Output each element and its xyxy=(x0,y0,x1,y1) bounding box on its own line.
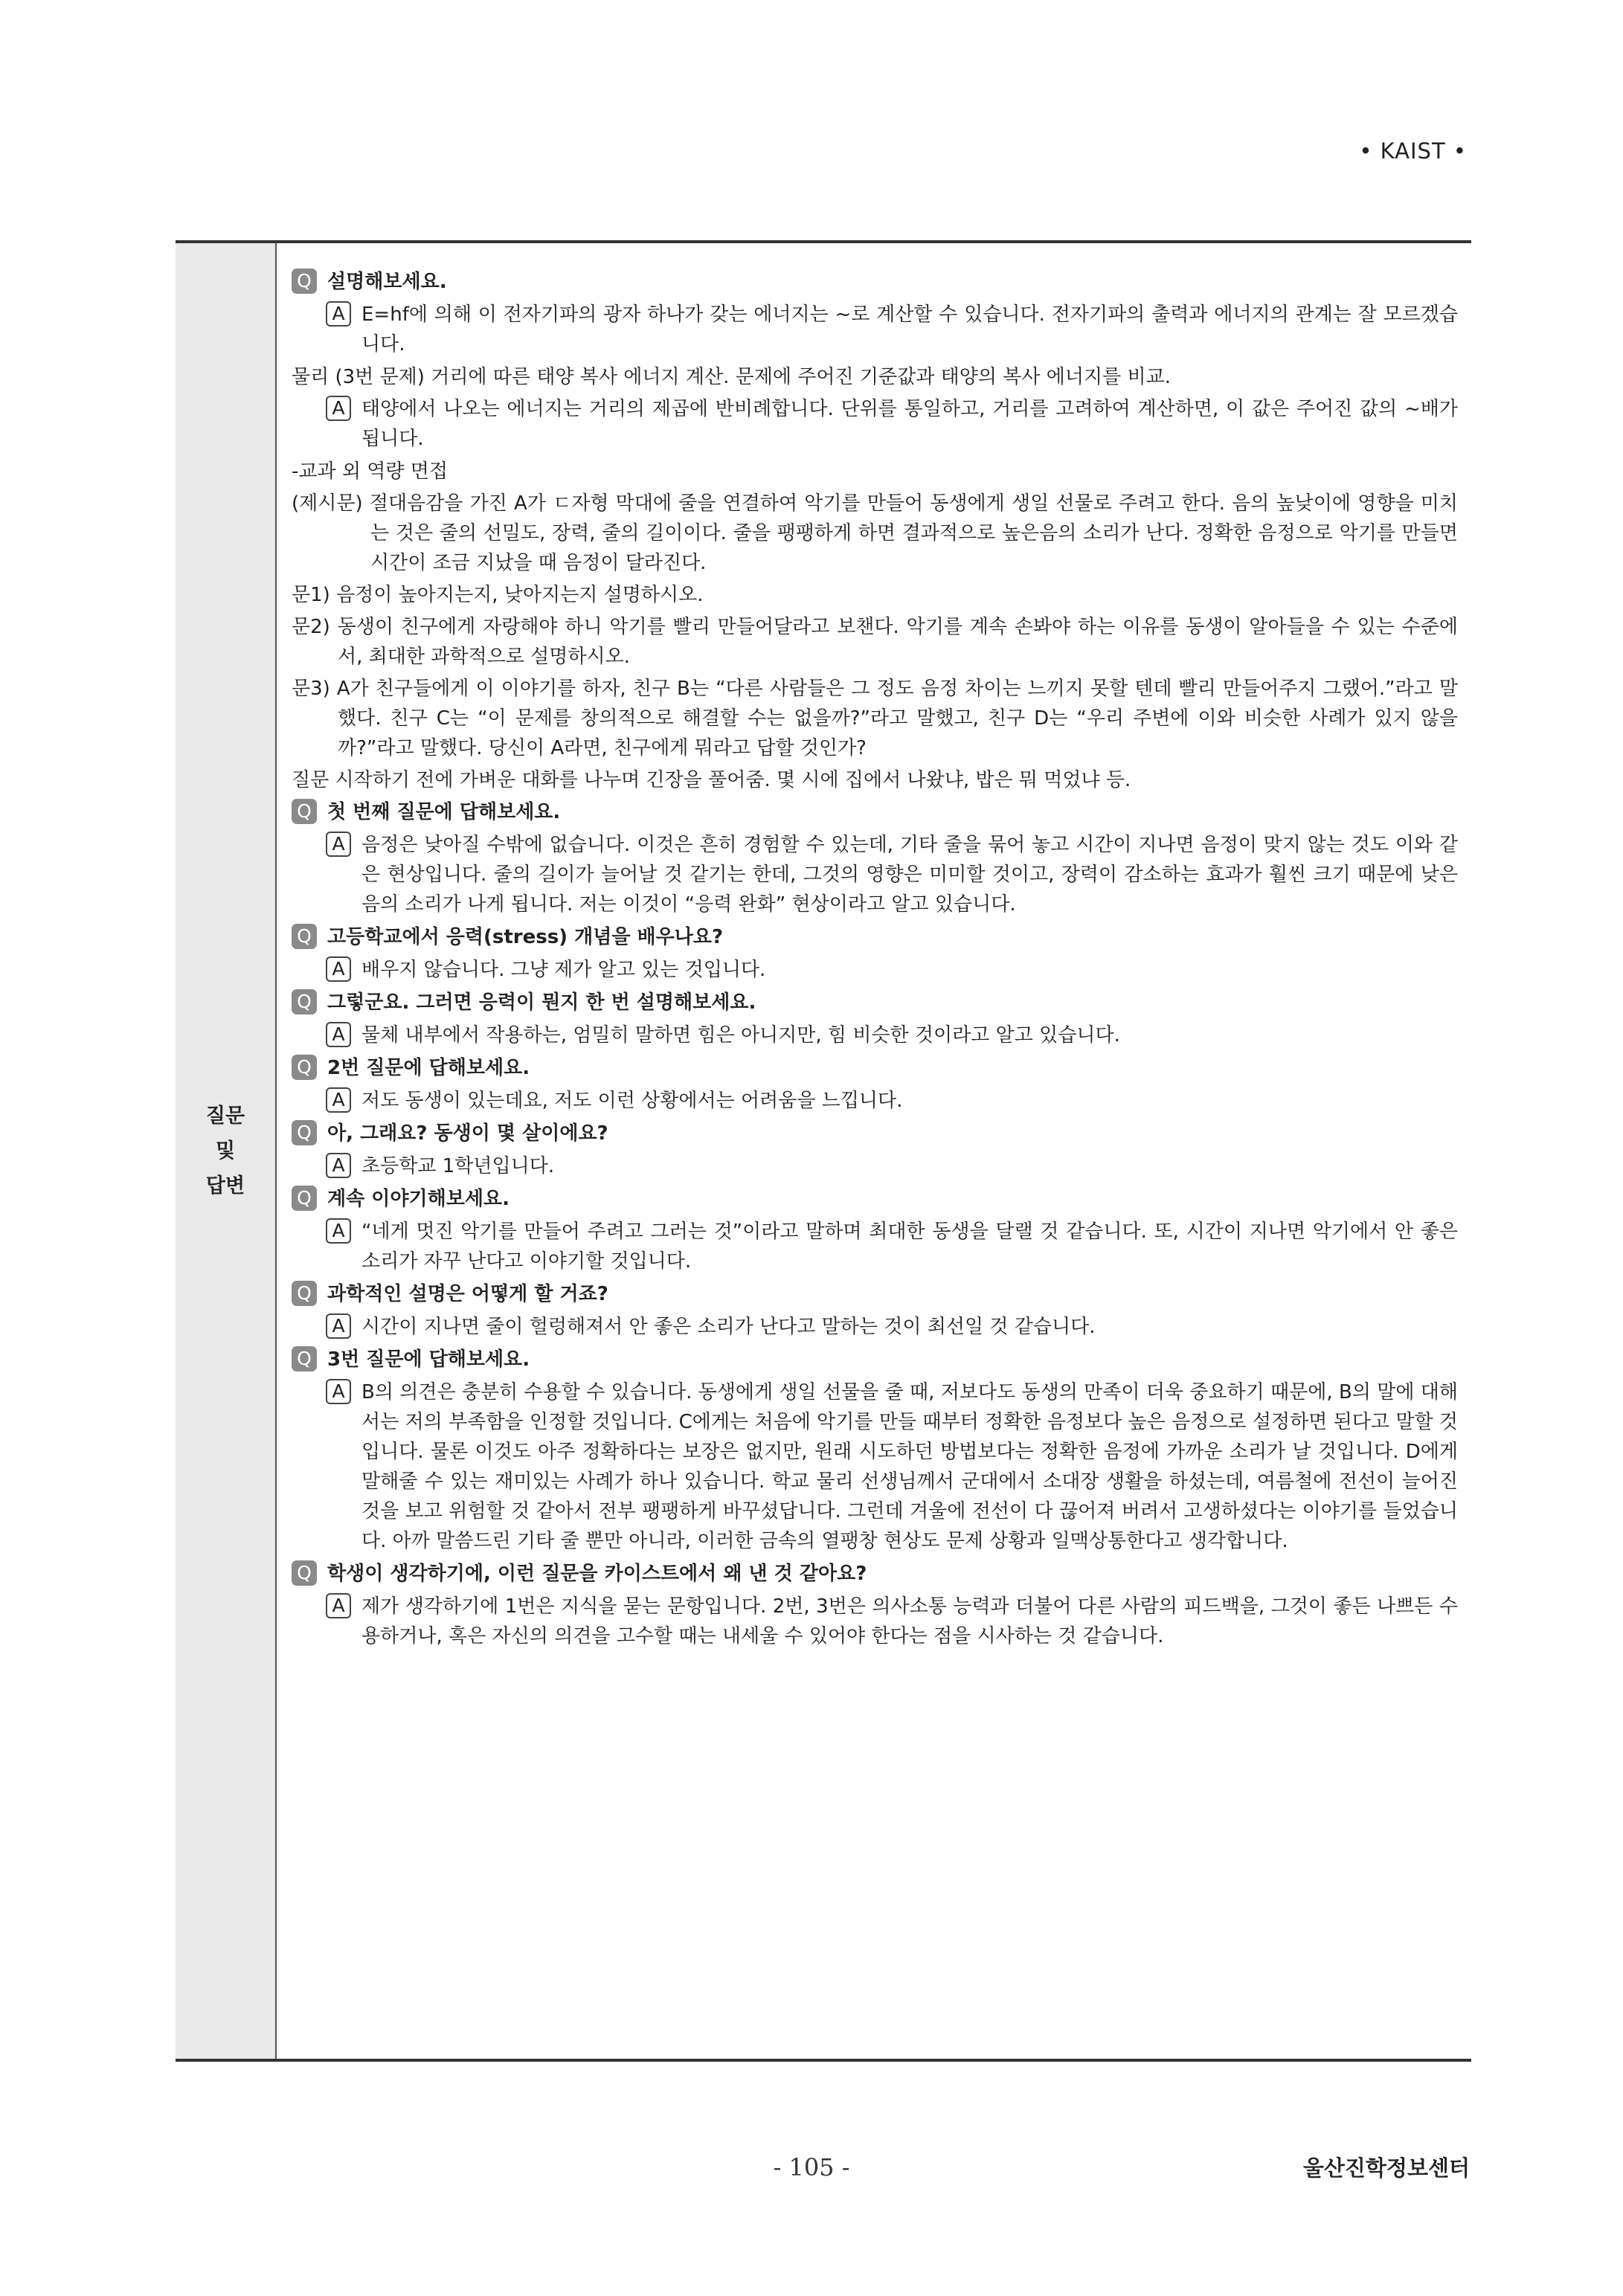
question-marker-icon: Q xyxy=(292,1120,317,1145)
qa-table xyxy=(176,240,1471,2062)
question-text: 고등학교에서 응력(stress) 개념을 배우나요? xyxy=(327,926,724,948)
note-paragraph: 물리 (3번 문제) 거리에 따른 태양 복사 에너지 계산. 문제에 주어진 기준값과 태양의 복사 에너지를 비교. xyxy=(292,366,1171,388)
answer-text: “네게 멋진 악기를 만들어 주려고 그러는 것”이라고 말하며 최대한 동생을 달랠 것 같습니다. 또, 시간이 지나면 악기에서 안 좋은 소리가 자꾸 난다고 이야기할 것입니다. xyxy=(361,1221,1458,1273)
question-text: 설명해보세요. xyxy=(327,271,447,293)
answer-text: E=hf에 의해 이 전자기파의 광자 하나가 갖는 에너지는 ~로 계산할 수 있습니다. 전자기파의 출력과 에너지의 관계는 잘 모르겠습니다. xyxy=(361,303,1458,356)
answer-marker-icon: A xyxy=(326,1218,351,1244)
answer-marker-icon: A xyxy=(326,301,351,327)
question-row xyxy=(292,922,1458,952)
page-number: - 105 - xyxy=(773,2153,850,2181)
answer-row xyxy=(292,1086,1458,1116)
question-marker-icon: Q xyxy=(292,1281,317,1306)
answer-row xyxy=(292,1592,1458,1651)
footer-organization: 울산진학정보센터 xyxy=(1302,2155,1470,2181)
answer-text: 저도 동생이 있는데요, 저도 이런 상황에서는 어려움을 느낍니다. xyxy=(361,1090,903,1112)
question-row xyxy=(292,1184,1458,1214)
question-row xyxy=(292,1279,1458,1309)
answer-text: 음정은 낮아질 수밖에 없습니다. 이것은 흔히 경험할 수 있는데, 기타 줄을 묶어 놓고 시간이 지나면 음정이 맞지 않는 것도 이와 같은 현상입니다. 줄의 길이가 늘어날 것 같기는 한데, 그것의 영향은 미미할 것이고, 장력이 감소하는 효과가 훨씬 크기 때문에 낮은음의 소리가 나게 됩니다. 저는 이것이 “응력 완화” 현상이라고 알고 있습니다. xyxy=(361,834,1458,916)
question-text: 2번 질문에 답해보세요. xyxy=(327,1057,530,1079)
question-marker-icon: Q xyxy=(292,1186,317,1211)
question-marker-icon: Q xyxy=(292,1346,317,1372)
answer-marker-icon: A xyxy=(326,1153,351,1178)
answer-row xyxy=(292,955,1458,985)
header-tag: • KAIST • xyxy=(1359,138,1467,164)
question-row xyxy=(292,988,1458,1017)
question-text: 그렇군요. 그러면 응력이 뭔지 한 번 설명해보세요. xyxy=(327,991,756,1014)
question-marker-icon: Q xyxy=(292,1560,317,1586)
question-text: 학생이 생각하기에, 이런 질문을 카이스트에서 왜 낸 것 같아요? xyxy=(327,1563,867,1585)
answer-row xyxy=(292,1217,1458,1276)
answer-marker-icon: A xyxy=(326,956,351,982)
question-text: 아, 그래요? 동생이 몇 살이에요? xyxy=(327,1122,608,1145)
section-label-cell xyxy=(176,243,277,2059)
answer-text: B의 의견은 충분히 수용할 수 있습니다. 동생에게 생일 선물을 줄 때, 저보다도 동생의 만족이 더욱 중요하기 때문에, B의 말에 대해서는 저의 부족함을 인정할 것입니다. C에게는 처음에 악기를 만들 때부터 정확한 음정보다 높은 음정으로 설정하면 된다고 말할 것입니다. 물론 이것도 아주 정확하다는 보장은 없지만, 원래 시도하던 방법보다는 정확한 음정에 가까운 소리가 날 것입니다. D에게 말해줄 수 있는 재미있는 사례가 하나 있습니다. 학교 물리 선생님께서 군대에서 소대장 생활을 하셨는데, 여름철에 전선이 늘어진 것을 보고 위험할 것 같아서 전부 팽팽하게 바꾸셨답니다. 그런데 겨울에 전선이 다 끊어져 버려서 고생하셨다는 이야기를 들었습니다. 아까 말씀드린 기타 줄 뿐만 아니라, 이러한 금속의 열팽창 현상도 문제 상황과 일맥상통한다고 생각합니다. xyxy=(361,1381,1458,1552)
question-marker-icon: Q xyxy=(292,268,317,294)
note-paragraph: 질문 시작하기 전에 가벼운 대화를 나누며 긴장을 풀어줌. 몇 시에 집에서 나왔냐, 밥은 뭐 먹었냐 등. xyxy=(292,769,1131,791)
qa-content xyxy=(292,266,1458,1654)
answer-marker-icon: A xyxy=(326,1379,351,1404)
question-text: 과학적인 설명은 어떻게 할 거죠? xyxy=(327,1283,608,1305)
question-row xyxy=(292,797,1458,827)
question-marker-icon: Q xyxy=(292,799,317,824)
question-text: 첫 번째 질문에 답해보세요. xyxy=(327,801,561,823)
question-marker-icon: Q xyxy=(292,1055,317,1080)
answer-row xyxy=(292,1151,1458,1181)
prompt-paragraph: (제시문) 절대음감을 가진 A가 ㄷ자형 막대에 줄을 연결하여 악기를 만들어 동생에게 생일 선물로 주려고 한다. 음의 높낮이에 영향을 미치는 것은 줄의 선밀도, 장력, 줄의 길이이다. 줄을 팽팽하게 하면 결과적으로 높은음의 소리가 난다. 정확한 음정으로 악기를 만들면 시간이 조금 지났을 때 음정이 달라진다. xyxy=(292,492,1458,574)
answer-row xyxy=(292,300,1458,359)
answer-text: 제가 생각하기에 1번은 지식을 묻는 문항입니다. 2번, 3번은 의사소통 능력과 더불어 다른 사람의 피드백을, 그것이 좋든 나쁘든 수용하거나, 혹은 자신의 의견을 고수할 때는 내세울 수 있어야 한다는 점을 시사하는 것 같습니다. xyxy=(361,1595,1458,1647)
section-label-line: 및 xyxy=(215,1139,236,1163)
answer-text: 초등학교 1학년입니다. xyxy=(361,1155,555,1177)
answer-marker-icon: A xyxy=(326,1313,351,1339)
answer-text: 물체 내부에서 작용하는, 엄밀히 말하면 힘은 아니지만, 힘 비슷한 것이라고 알고 있습니다. xyxy=(361,1024,1120,1046)
question-marker-icon: Q xyxy=(292,989,317,1014)
answer-marker-icon: A xyxy=(326,1022,351,1047)
question-row xyxy=(292,1053,1458,1083)
answer-row xyxy=(292,1377,1458,1556)
answer-marker-icon: A xyxy=(326,832,351,857)
question-row xyxy=(292,1559,1458,1589)
question-row xyxy=(292,1345,1458,1374)
answer-text: 시간이 지나면 줄이 헐렁해져서 안 좋은 소리가 난다고 말하는 것이 최선일 것 같습니다. xyxy=(361,1316,1096,1338)
answer-text: 배우지 않습니다. 그냥 제가 알고 있는 것입니다. xyxy=(361,959,766,981)
answer-marker-icon: A xyxy=(326,1593,351,1618)
prompt-paragraph: 문2) 동생이 친구에게 자랑해야 하니 악기를 빨리 만들어달라고 보챈다. 악기를 계속 손봐야 하는 이유를 동생이 알아들을 수 있는 수준에서, 최대한 과학적으로 설명하시오. xyxy=(292,616,1458,668)
answer-row xyxy=(292,1312,1458,1342)
question-text: 계속 이야기해보세요. xyxy=(327,1188,510,1210)
question-text: 3번 질문에 답해보세요. xyxy=(327,1348,530,1371)
answer-marker-icon: A xyxy=(326,1087,351,1113)
note-paragraph: -교과 외 역량 면접 xyxy=(292,460,448,483)
section-label xyxy=(206,1099,245,1203)
question-row xyxy=(292,1119,1458,1148)
answer-row xyxy=(292,1020,1458,1050)
prompt-paragraph: 문1) 음정이 높아지는지, 낮아지는지 설명하시오. xyxy=(292,584,704,606)
question-row xyxy=(292,267,1458,297)
prompt-paragraph: 문3) A가 친구들에게 이 이야기를 하자, 친구 B는 “다른 사람들은 그 정도 음정 차이는 느끼지 못할 텐데 빨리 만들어주지 그랬어.”라고 말했다. 친구 C는 “이 문제를 창의적으로 해결할 수는 없을까?”라고 말했고, 친구 D는 “우리 주변에 이와 비슷한 사례가 있지 않을까?”라고 말했다. 당신이 A라면, 친구에게 뭐라고 답할 것인가? xyxy=(292,678,1458,759)
answer-row xyxy=(292,394,1458,454)
answer-text: 태양에서 나오는 에너지는 거리의 제곱에 반비례합니다. 단위를 통일하고, 거리를 고려하여 계산하면, 이 값은 주어진 값의 ~배가 됩니다. xyxy=(361,398,1458,450)
answer-row xyxy=(292,830,1458,919)
question-marker-icon: Q xyxy=(292,924,317,949)
section-label-line: 답변 xyxy=(205,1174,245,1197)
section-label-line: 질문 xyxy=(205,1104,245,1128)
answer-marker-icon: A xyxy=(326,396,351,421)
